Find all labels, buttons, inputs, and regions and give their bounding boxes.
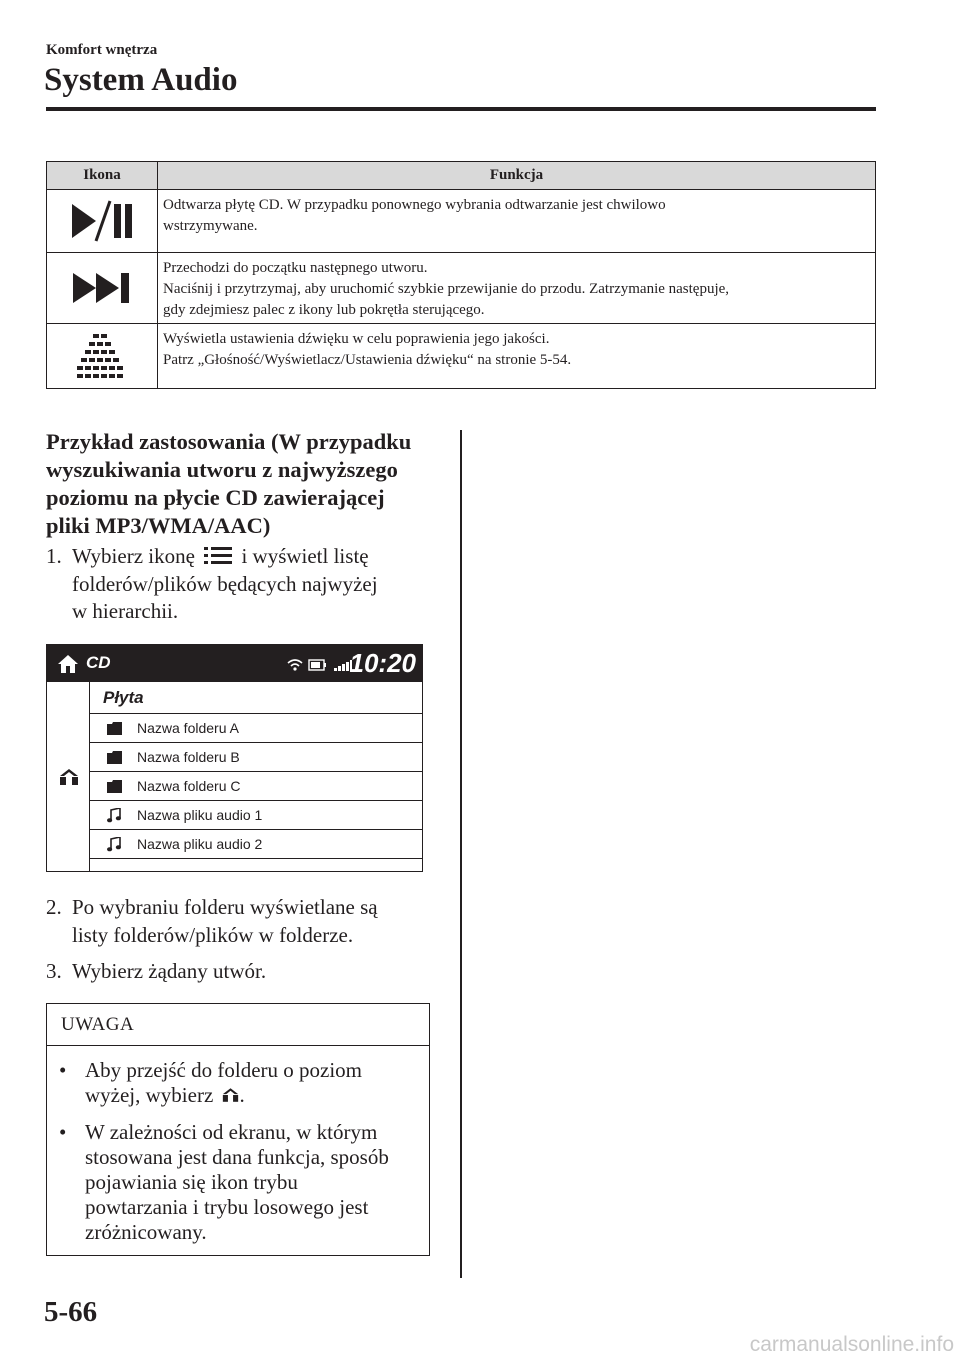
music-note-icon <box>107 837 121 852</box>
section-label: Komfort wnętrza <box>46 42 158 58</box>
table-row <box>47 324 875 388</box>
list-icon <box>203 545 233 567</box>
screen-file-list <box>90 682 422 871</box>
list-item: Nazwa folderu A <box>90 714 422 743</box>
phone-battery-icon <box>308 659 328 671</box>
bullet-dot: • <box>59 1120 67 1144</box>
bullet-line: powtarzania i trybu losowego jest <box>85 1195 369 1219</box>
wifi-icon <box>287 659 303 671</box>
bullet-line: wyżej, wybierz . <box>85 1083 245 1107</box>
play-pause-icon <box>68 200 136 242</box>
header-function-column: Funkcja <box>489 167 544 183</box>
bullet-line: W zależności od ekranu, w którym <box>85 1120 378 1144</box>
step-line: Wybierz ikonę i wyświetl listę <box>72 544 369 568</box>
list-item: Nazwa pliku audio 1 <box>90 801 422 830</box>
example-heading: Przykład zastosowania (W przypadku wyszukiwania utworu z najwyższego poziomu na płycie CD zawierającej pliki MP3/WMA/AAC) <box>46 429 412 538</box>
step-number: 3. <box>46 959 62 983</box>
icon-function-table <box>46 161 876 389</box>
cd-screen-illustration <box>46 644 423 872</box>
note-title: UWAGA <box>47 1004 429 1046</box>
table-row <box>47 253 875 324</box>
screen-side-panel <box>47 682 90 871</box>
folder-icon <box>107 722 122 735</box>
bullet-dot: • <box>59 1058 67 1082</box>
screen-status-bar <box>47 645 422 682</box>
step-2 <box>46 894 446 950</box>
page-title: System Audio <box>44 62 238 98</box>
folder-icon <box>107 751 122 764</box>
step-line: listy folderów/plików w folderze. <box>72 923 354 947</box>
page-number: 5-66 <box>44 1296 98 1328</box>
bullet-line: zróżnicowany. <box>85 1220 207 1244</box>
header-icon-column: Ikona <box>47 162 158 189</box>
list-item: Nazwa pliku audio 2 <box>90 830 422 859</box>
bullet-line: stosowana jest dana funkcja, sposób <box>85 1145 389 1169</box>
screen-source-label: CD <box>86 653 111 672</box>
icon-cell <box>47 324 158 388</box>
step-1 <box>46 543 446 627</box>
skip-next-icon <box>71 271 133 305</box>
list-item: Nazwa folderu C <box>90 772 422 801</box>
folder-up-icon <box>59 768 79 786</box>
step-line: Po wybraniu folderu wyświetlane są <box>72 895 378 919</box>
watermark: carmanualsonline.info <box>749 1333 954 1356</box>
step-line: folderów/plików będących najwyżej <box>72 572 378 596</box>
column-divider <box>460 430 462 1278</box>
step-number: 1. <box>46 544 62 568</box>
table-header <box>47 162 875 190</box>
folder-up-icon <box>222 1087 239 1103</box>
note-box <box>46 1003 430 1256</box>
bullet-line: Aby przejść do folderu o poziom <box>85 1058 363 1082</box>
table-row <box>47 190 875 253</box>
function-cell: Przechodzi do początku następnego utworu. Naciśnij i przytrzymaj, aby uruchomić szybkie przewijanie do przodu. Zatrzymanie następuje, gdy zdejmiesz palec z ikony lub pokrętła sterującego. <box>163 260 730 318</box>
screen-list-title: Płyta <box>90 682 422 714</box>
folder-icon <box>107 780 122 793</box>
icon-cell <box>47 190 158 252</box>
bullet-line: pojawiania się ikon trybu <box>85 1170 298 1194</box>
step-line: Wybierz żądany utwór. <box>72 959 267 983</box>
list-item: Nazwa folderu B <box>90 743 422 772</box>
note-bullet <box>59 1058 419 1108</box>
step-line: w hierarchii. <box>72 599 179 623</box>
music-note-icon <box>107 808 121 823</box>
function-cell: Odtwarza płytę CD. W przypadku ponownego wybrania odtwarzanie jest chwilowo wstrzymywane. <box>163 197 666 234</box>
note-bullet <box>59 1120 419 1245</box>
step-number: 2. <box>46 895 62 919</box>
function-cell: Wyświetla ustawienia dźwięku w celu poprawienia jego jakości. Patrz „Głośność/Wyświetlacz/Ustawienia dźwięku“ na stronie 5-54. <box>163 331 572 368</box>
screen-clock: 10:20 <box>349 648 416 678</box>
title-rule <box>46 107 876 111</box>
home-icon <box>57 654 79 674</box>
status-icons <box>287 659 353 671</box>
step-3 <box>46 958 446 986</box>
sound-settings-icon <box>74 333 130 379</box>
icon-cell <box>47 253 158 323</box>
